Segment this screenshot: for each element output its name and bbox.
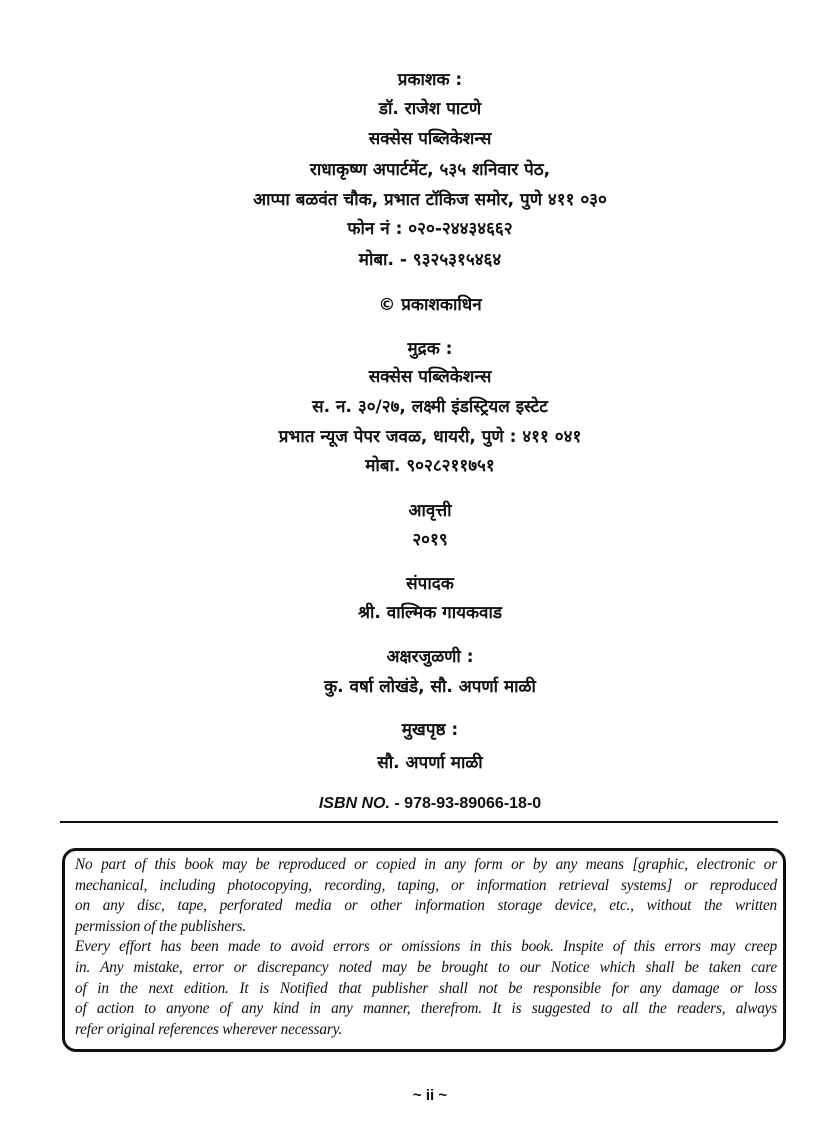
printer-address-line2: प्रभात न्यूज पेपर जवळ, धायरी, पुणे : ४११ ०४१ xyxy=(278,427,582,447)
cover-heading: मुखपृष्ठ : xyxy=(401,720,459,740)
disclaimer-line: on any disc, tape, perforated media or other information storage device, etc., without the written xyxy=(75,897,777,915)
edition-heading: आवृत्ती xyxy=(408,501,452,521)
edition-year: २०१९ xyxy=(412,530,448,550)
disclaimer-line: of action to anyone of any kind in any manner, therefrom. It is suggested to all the readers, always xyxy=(75,1000,777,1018)
isbn-label: ISBN NO. xyxy=(318,795,390,812)
publisher-address-line1: राधाकृष्ण अपार्टमेंट, ५३५ शनिवार पेठ, xyxy=(309,160,551,180)
publisher-company: सक्सेस पब्लिकेशन्स xyxy=(368,129,492,149)
isbn-value: - 978-93-89066-18-0 xyxy=(389,795,542,812)
copyright-notice: © प्रकाशकाधिन xyxy=(378,295,482,315)
editor-heading: संपादक xyxy=(406,574,454,594)
printer-mobile: मोबा. ९०२८२११७५१ xyxy=(365,456,495,476)
disclaimer-line: refer original references wherever necessary. xyxy=(75,1020,342,1038)
printer-heading: मुद्रक : xyxy=(407,339,453,359)
printer-company: सक्सेस पब्लिकेशन्स xyxy=(368,367,492,387)
typesetting-names: कु. वर्षा लोखंडे, सौ. अपर्णा माळी xyxy=(324,677,536,697)
divider xyxy=(60,821,778,823)
editor-name: श्री. वाल्मिक गायकवाड xyxy=(357,603,503,623)
typesetting-heading: अक्षरजुळणी : xyxy=(386,647,474,667)
page-number: ~ ii ~ xyxy=(412,1087,448,1104)
publisher-heading: प्रकाशक : xyxy=(397,70,463,90)
publisher-name: डॉ. राजेश पाटणे xyxy=(378,99,482,119)
disclaimer-line: permission of the publishers. xyxy=(75,917,246,935)
cover-designer: सौ. अपर्णा माळी xyxy=(377,753,483,773)
disclaimer-line: Every effort has been made to avoid errors or omissions in this book. Inspite of this errors may creep xyxy=(75,938,777,956)
disclaimer-line: mechanical, including photocopying, recording, taping, or information retrieval systems] or reproduced xyxy=(75,876,777,894)
publisher-address-line2: आप्पा बळवंत चौक, प्रभात टॉकिज समोर, पुणे ४११ ०३० xyxy=(253,190,607,210)
disclaimer-box xyxy=(62,848,786,1052)
disclaimer-line: in. Any mistake, error or discrepancy noted may be brought to our Notice which shall be taken care xyxy=(75,958,777,976)
publisher-mobile: मोबा. - ९३२५३१५४६४ xyxy=(358,250,502,270)
publisher-phone: फोन नं : ०२०-२४४३४६६२ xyxy=(347,219,513,239)
isbn xyxy=(0,793,840,815)
printer-address-line1: स. न. ३०/२७, लक्ष्मी इंडस्ट्रियल इस्टेट xyxy=(312,397,548,417)
disclaimer-line: of in the next edition. It is Notified that publisher shall not be responsible for any damage or loss xyxy=(75,979,777,997)
disclaimer-line: No part of this book may be reproduced or copied in any form or by any means [graphic, electronic or xyxy=(75,856,777,873)
